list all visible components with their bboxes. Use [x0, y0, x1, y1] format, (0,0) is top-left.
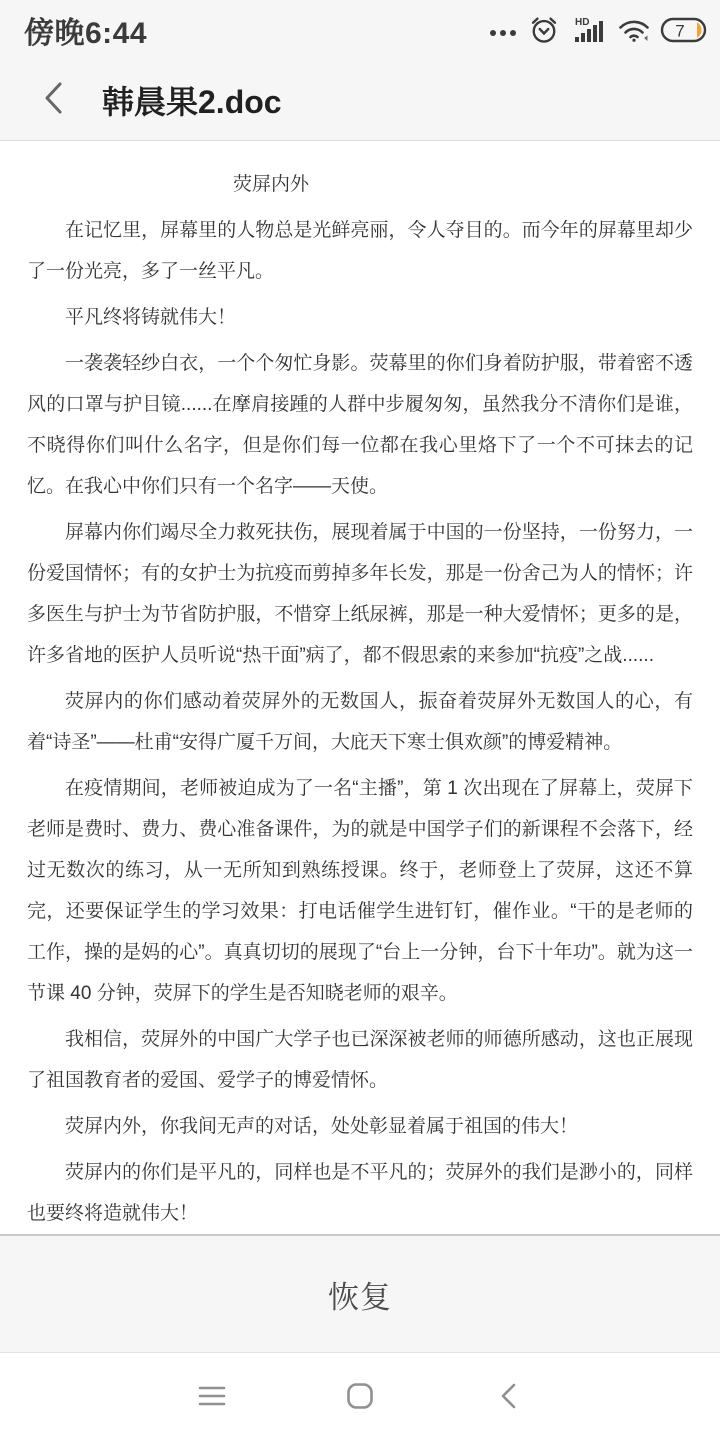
- alarm-clock-icon: [529, 15, 559, 45]
- wifi-icon: [617, 15, 651, 45]
- battery-icon: [660, 16, 708, 44]
- nav-home-button[interactable]: [334, 1372, 386, 1424]
- chevron-left-icon: [42, 80, 64, 121]
- menu-icon: [198, 1384, 226, 1413]
- system-nav-bar: [0, 1356, 720, 1440]
- essay-title: 荧屏内外: [233, 174, 310, 195]
- back-button[interactable]: [38, 80, 68, 120]
- document-view[interactable]: [0, 142, 720, 1234]
- hd-label: HD: [575, 17, 590, 28]
- recents-square-icon: [346, 1382, 374, 1415]
- status-bar: [0, 0, 720, 60]
- paragraph: 在记忆里，屏幕里的人物总是光鲜亮丽，令人夺目的。而今年的屏幕里却少了一份光亮，多了一丝平凡。: [27, 220, 693, 282]
- nav-back-button[interactable]: [482, 1372, 534, 1424]
- paragraph: 荧屏内外，你我间无声的对话，处处彰显着属于祖国的伟大！: [65, 1116, 579, 1137]
- paragraph: 在疫情期间，老师被迫成为了一名“主播”，第 1 次出现在了屏幕上，荧屏下老师是费时、费力、费心准备课件，为的就是中国学子们的新课程不会落下，经过无数次的练习，从一无所知到熟练授课。终于，老师登上了荧屏，这还不算完，还要保证学生的学习效果：打电话催学生进钉钉，催作业。“干的是老师的工作，操的是妈的心”。真真切切的展现了“台上一分钟，台下十年功”。就为这一节课 40 分钟，荧屏下的学生是否知晓老师的艰辛。: [27, 778, 693, 1004]
- file-title: 韩晨果2.doc: [102, 84, 282, 120]
- paragraph: 我相信，荧屏外的中国广大学子也已深深被老师的师德所感动，这也正展现了祖国教育者的爱国、爱学子的博爱情怀。: [27, 1029, 693, 1091]
- status-time: 傍晚6:44: [24, 17, 148, 50]
- battery-percent-text: 7: [675, 21, 685, 41]
- restore-button-label: 恢复: [328, 1279, 392, 1315]
- paragraph: 平凡终将铸就伟大！: [65, 307, 237, 328]
- back-chevron-icon: [499, 1382, 517, 1415]
- nav-menu-button[interactable]: [186, 1372, 238, 1424]
- hd-signal-icon: [568, 15, 608, 45]
- paragraph: 荧屏内的你们感动着荧屏外的无数国人，振奋着荧屏外无数国人的心，有着“诗圣”——杜甫“安得广厦千万间，大庇天下寒士俱欢颜”的博爱精神。: [27, 691, 693, 753]
- app-header: [0, 60, 720, 141]
- restore-bar[interactable]: [0, 1234, 720, 1353]
- notification-dots-icon: [488, 16, 520, 44]
- paragraph: 屏幕内你们竭尽全力救死扶伤，展现着属于中国的一份坚持，一份努力，一份爱国情怀；有的女护士为抗疫而剪掉多年长发，那是一份舍己为人的情怀；许多医生与护士为节省防护服，不惜穿上纸尿裤，那是一种大爱情怀；更多的是，许多省地的医护人员听说“热干面”病了，都不假思索的来参加“抗疫”之战......: [27, 522, 693, 666]
- status-icons: [488, 15, 708, 45]
- paragraph: 一袭袭轻纱白衣，一个个匆忙身影。荧幕里的你们身着防护服，带着密不透风的口罩与护目镜......在摩肩接踵的人群中步履匆匆，虽然我分不清你们是谁，不晓得你们叫什么名字，但是你们每一位都在我心里烙下了一个不可抹去的记忆。在我心中你们只有一个名字——天使。: [27, 353, 693, 497]
- paragraph-list: [27, 210, 693, 1234]
- paragraph: 荧屏内的你们是平凡的，同样也是不平凡的；荧屏外的我们是渺小的，同样也要终将造就伟大！: [27, 1162, 693, 1224]
